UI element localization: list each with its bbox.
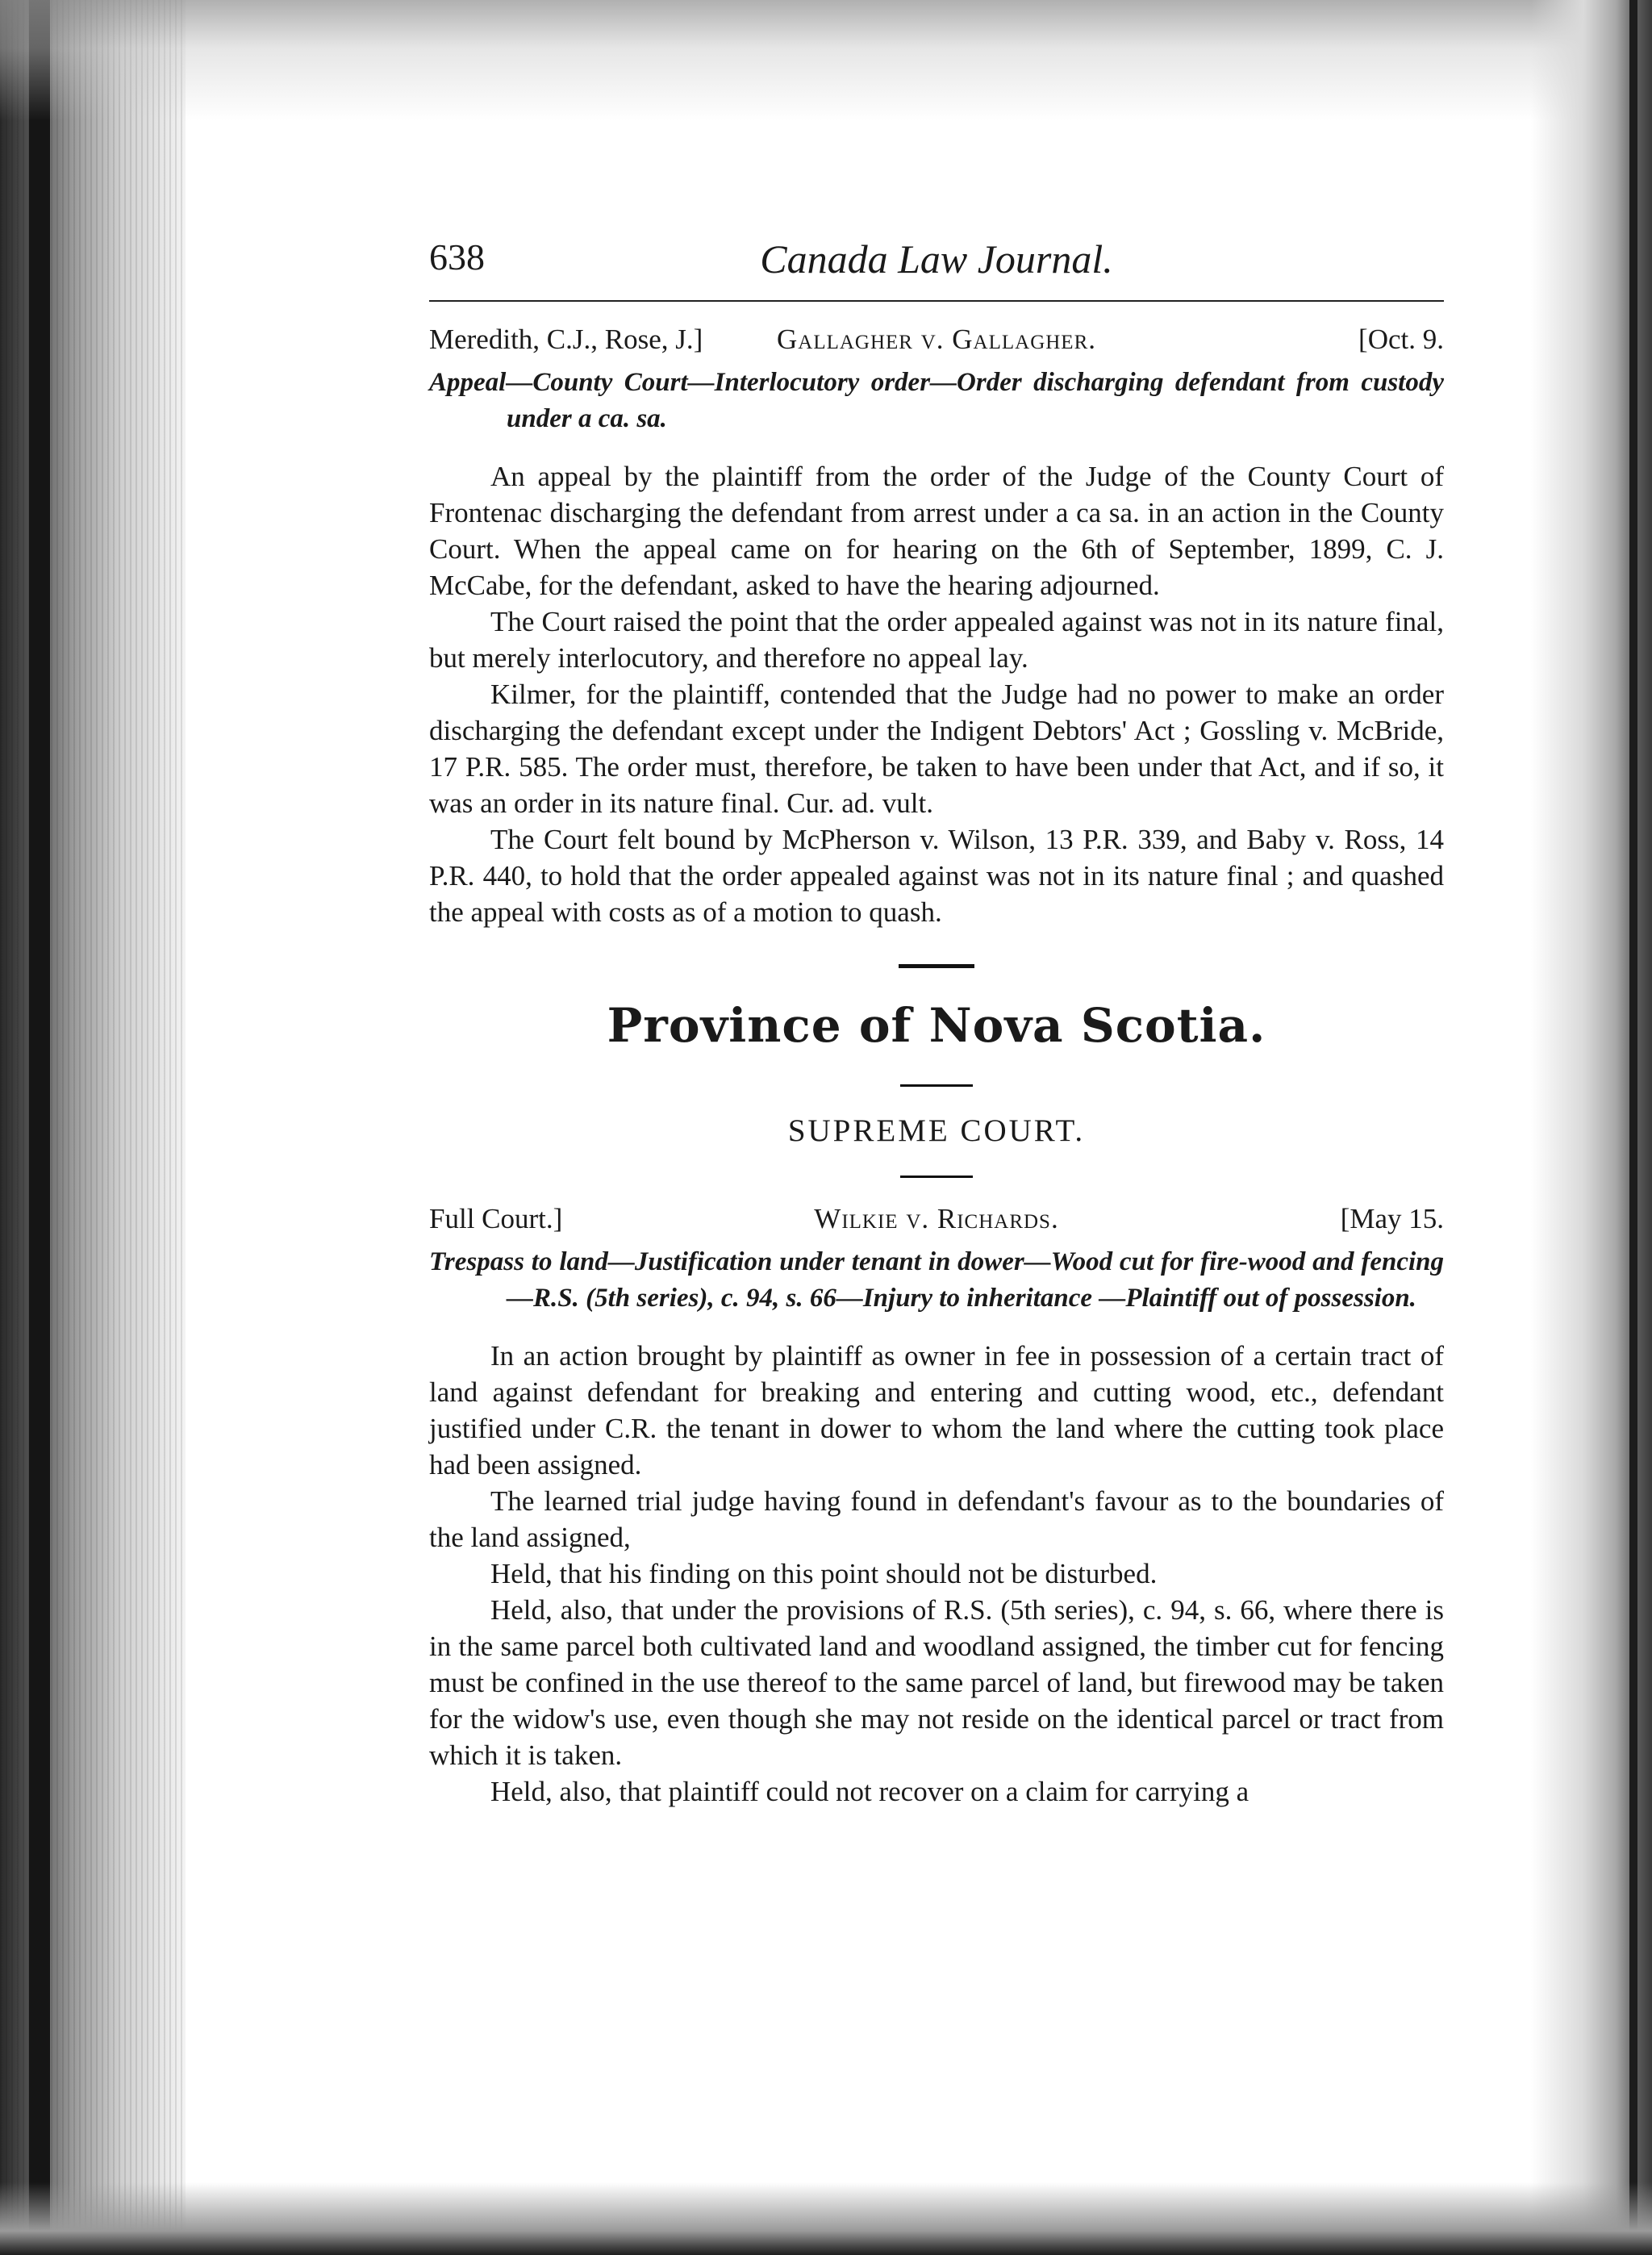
scan-shadow-left [0, 0, 186, 2255]
scan-shadow-bottom [0, 2182, 1652, 2255]
province-heading: Province of Nova Scotia. [607, 998, 1266, 1053]
case2-caption [429, 1197, 1444, 1241]
case1-caption [429, 318, 1444, 361]
case2-paragraph-3: Held, that his finding on this point should not be disturbed. [490, 1558, 1158, 1589]
court-heading: SUPREME COURT. [787, 1113, 1086, 1148]
case2-headnote: Trespass to land—Justification under tenant in dower—Wood cut for fire-wood and fencing—R.S. (5th series), c. 94, s. 66—Injury to inheritance —Plaintiff out of possession. [429, 1247, 1444, 1313]
journal-title: Canada Law Journal. [760, 236, 1113, 282]
scan-binding-edge [29, 0, 50, 2255]
case1-paragraph-1: An appeal by the plaintiff from the order of the Judge of the County Court of Frontenac discharging the defendant from arrest under a ca sa. in an action in the County Court. When the appeal came on for hearing on the 6th of September, 1899, C. J. McCabe, for the defendant, asked to have the hearing adjourned. [429, 461, 1444, 601]
case1-title: Gallagher v. Gallagher. [776, 324, 1096, 355]
case1-headnote: Appeal—County Court—Interlocutory order—Order discharging defendant from custody under a ca. sa. [429, 368, 1444, 433]
case2-paragraph-5: Held, also, that plaintiff could not recover on a claim for carrying a [490, 1776, 1249, 1807]
heading-divider-top [900, 1084, 973, 1087]
case1-judges: Meredith, C.J., Rose, J.] [429, 324, 703, 355]
scan-page-edge [1629, 0, 1637, 2255]
case2-court: Full Court.] [429, 1203, 563, 1234]
case1-paragraph-2: The Court raised the point that the order appealed against was not in its nature final, but merely interlocutory, and therefore no appeal lay. [429, 606, 1444, 674]
case2-date: [May 15. [1340, 1203, 1444, 1234]
header-rule [429, 300, 1444, 302]
case1-date: [Oct. 9. [1358, 324, 1444, 355]
page-number: 638 [429, 236, 485, 278]
section-divider [899, 964, 974, 968]
scan-shadow-top [0, 0, 1652, 121]
case2-title: Wilkie v. Richards. [814, 1203, 1059, 1234]
case2-paragraph-2: The learned trial judge having found in defendant's favour as to the boundaries of the land assigned, [429, 1485, 1444, 1553]
case1-paragraph-3: Kilmer, for the plaintiff, contended that the Judge had no power to make an order discharging the defendant except under the Indigent Debtors' Act ; Gossling v. McBride, 17 P.R. 585. The order must, therefore, be taken to have been under that Act, and if so, it was an order in its nature final. Cur. ad. vult. [429, 679, 1444, 819]
case2-paragraph-1: In an action brought by plaintiff as owner in fee in possession of a certain tract of land against defendant for breaking and entering and cutting wood, etc., defendant justified under C.R. the tenant in dower to whom the land where the cutting took place had been assigned. [429, 1340, 1444, 1480]
case1-paragraph-4: The Court felt bound by McPherson v. Wilson, 13 P.R. 339, and Baby v. Ross, 14 P.R. 440, to hold that the order appealed against was not in its nature final ; and quashed the appeal with costs as of a motion to quash. [429, 824, 1444, 928]
journal-page [429, 229, 1444, 1810]
case2-paragraph-4: Held, also, that under the provisions of R.S. (5th series), c. 94, s. 66, where there is in the same parcel both cultivated land and woodland assigned, the timber cut for fencing must be confined in the use thereof to the same parcel of land, but firewood may be taken for the widow's use, even though she may not reside on the identical parcel or tract from which it is taken. [429, 1594, 1444, 1771]
running-head [429, 229, 1444, 294]
